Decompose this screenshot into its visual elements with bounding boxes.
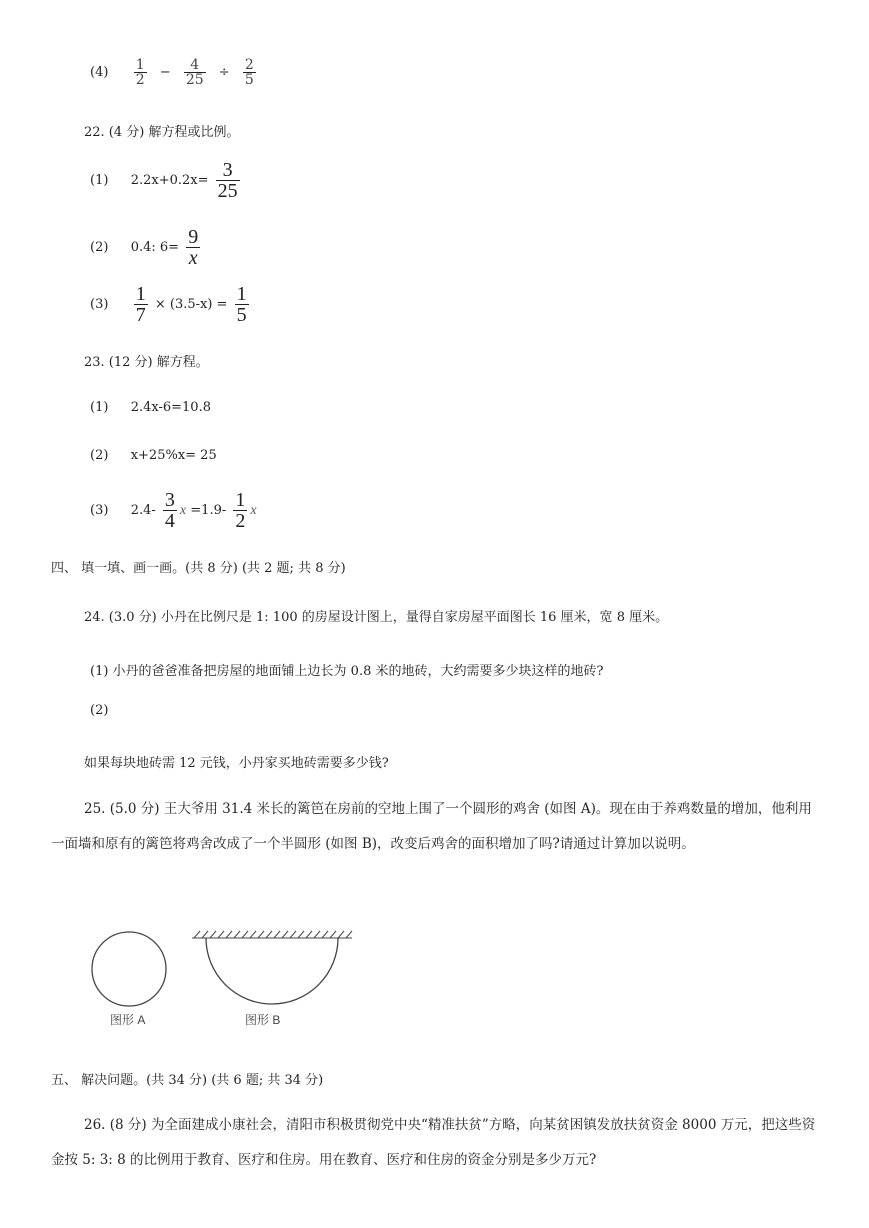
q22-part1	[90, 160, 243, 201]
q22-part2	[90, 227, 203, 268]
fraction: $\frac{1}{7}$	[135, 283, 146, 326]
section-5-heading: 五、 解决问题。(共 34 分) (共 6 题; 共 34 分)	[51, 1073, 324, 1088]
minus-sign: −	[159, 65, 171, 80]
question-25-text: 25. (5.0 分) 王大爷用 31.4 米长的篱笆在房前的空地上围了一个圆形的鸡舍 (如图 A)。现在由于养鸡数量的增加，他利用一面墙和原有的篱笆将鸡舍改成了一个半圆形 (如图 B)，改变后鸡舍的面积增加了吗?请通过计算加以说明。	[51, 801, 812, 852]
section-4-heading: 四、 填一填、画一画。(共 8 分) (共 2 题; 共 8 分)	[51, 561, 346, 576]
equation-text: 2.4-	[130, 503, 156, 518]
fraction: $\frac{9}{x}$	[188, 226, 199, 269]
fraction: $\frac{3}{25}$	[217, 159, 238, 202]
equation-text: 2.2x+0.2x=	[130, 173, 209, 188]
fraction: $\frac{1}{2}$	[235, 489, 246, 532]
part-label: (2)	[90, 448, 109, 463]
fraction: $\frac{3}{4}$	[164, 489, 175, 532]
variable-x: x	[179, 503, 187, 518]
figure-a-label: 图形 A	[110, 1013, 146, 1027]
q21-part4	[90, 58, 259, 87]
variable-x: x	[250, 503, 257, 518]
figure-a-circle	[88, 928, 170, 1010]
part-label: (1)	[90, 173, 109, 188]
figure-b-label: 图形 B	[245, 1013, 281, 1027]
question-22-header: 22. (4 分) 解方程或比例。	[84, 125, 240, 140]
equation-text: x+25%x= 25	[130, 448, 217, 463]
q23-part3	[90, 490, 257, 531]
equation-text: × (3.5-x) =	[154, 297, 228, 312]
q23-part1	[90, 400, 211, 415]
part-label: (4)	[90, 65, 109, 80]
part-label: (3)	[90, 297, 109, 312]
fraction: $\frac{4}{25}$	[185, 57, 204, 88]
question-23-header: 23. (12 分) 解方程。	[84, 355, 209, 370]
q22-part3	[90, 284, 252, 325]
equation-text: =1.9-	[190, 503, 227, 518]
question-26-text: 26. (8 分) 为全面建成小康社会，清阳市积极贯彻党中央“精准扶贫”方略，向某贫困镇发放扶贫资金 8000 万元，把这些资金按 5: 3: 8 的比例用于教育、医疗和住房。用在教育、医疗和住房的资金分别是多少万元?	[51, 1117, 816, 1168]
equation-text: 2.4x-6=10.8	[130, 400, 211, 415]
fraction: $\frac{1}{2}$	[135, 57, 145, 88]
figure-b-semicircle	[190, 928, 354, 1008]
equation-text: 0.4: 6=	[130, 240, 180, 255]
q24-part2-text: 如果每块地砖需 12 元钱，小丹家买地砖需要多少钱?	[84, 756, 389, 771]
part-label: (2)	[90, 240, 109, 255]
part-label: (3)	[90, 503, 109, 518]
fraction: $\frac{1}{5}$	[236, 283, 247, 326]
divide-sign: ÷	[218, 65, 230, 80]
fraction: $\frac{2}{5}$	[244, 57, 254, 88]
q24-part1: (1) 小丹的爸爸准备把房屋的地面铺上边长为 0.8 米的地砖，大约需要多少块这样的地砖?	[90, 664, 604, 679]
part-label: (1)	[90, 400, 109, 415]
q23-part2	[90, 448, 217, 463]
question-24-header: 24. (3.0 分) 小丹在比例尺是 1: 100 的房屋设计图上，量得自家房屋平面图长 16 厘米，宽 8 厘米。	[84, 610, 669, 625]
q24-part2-label: (2)	[90, 703, 109, 718]
